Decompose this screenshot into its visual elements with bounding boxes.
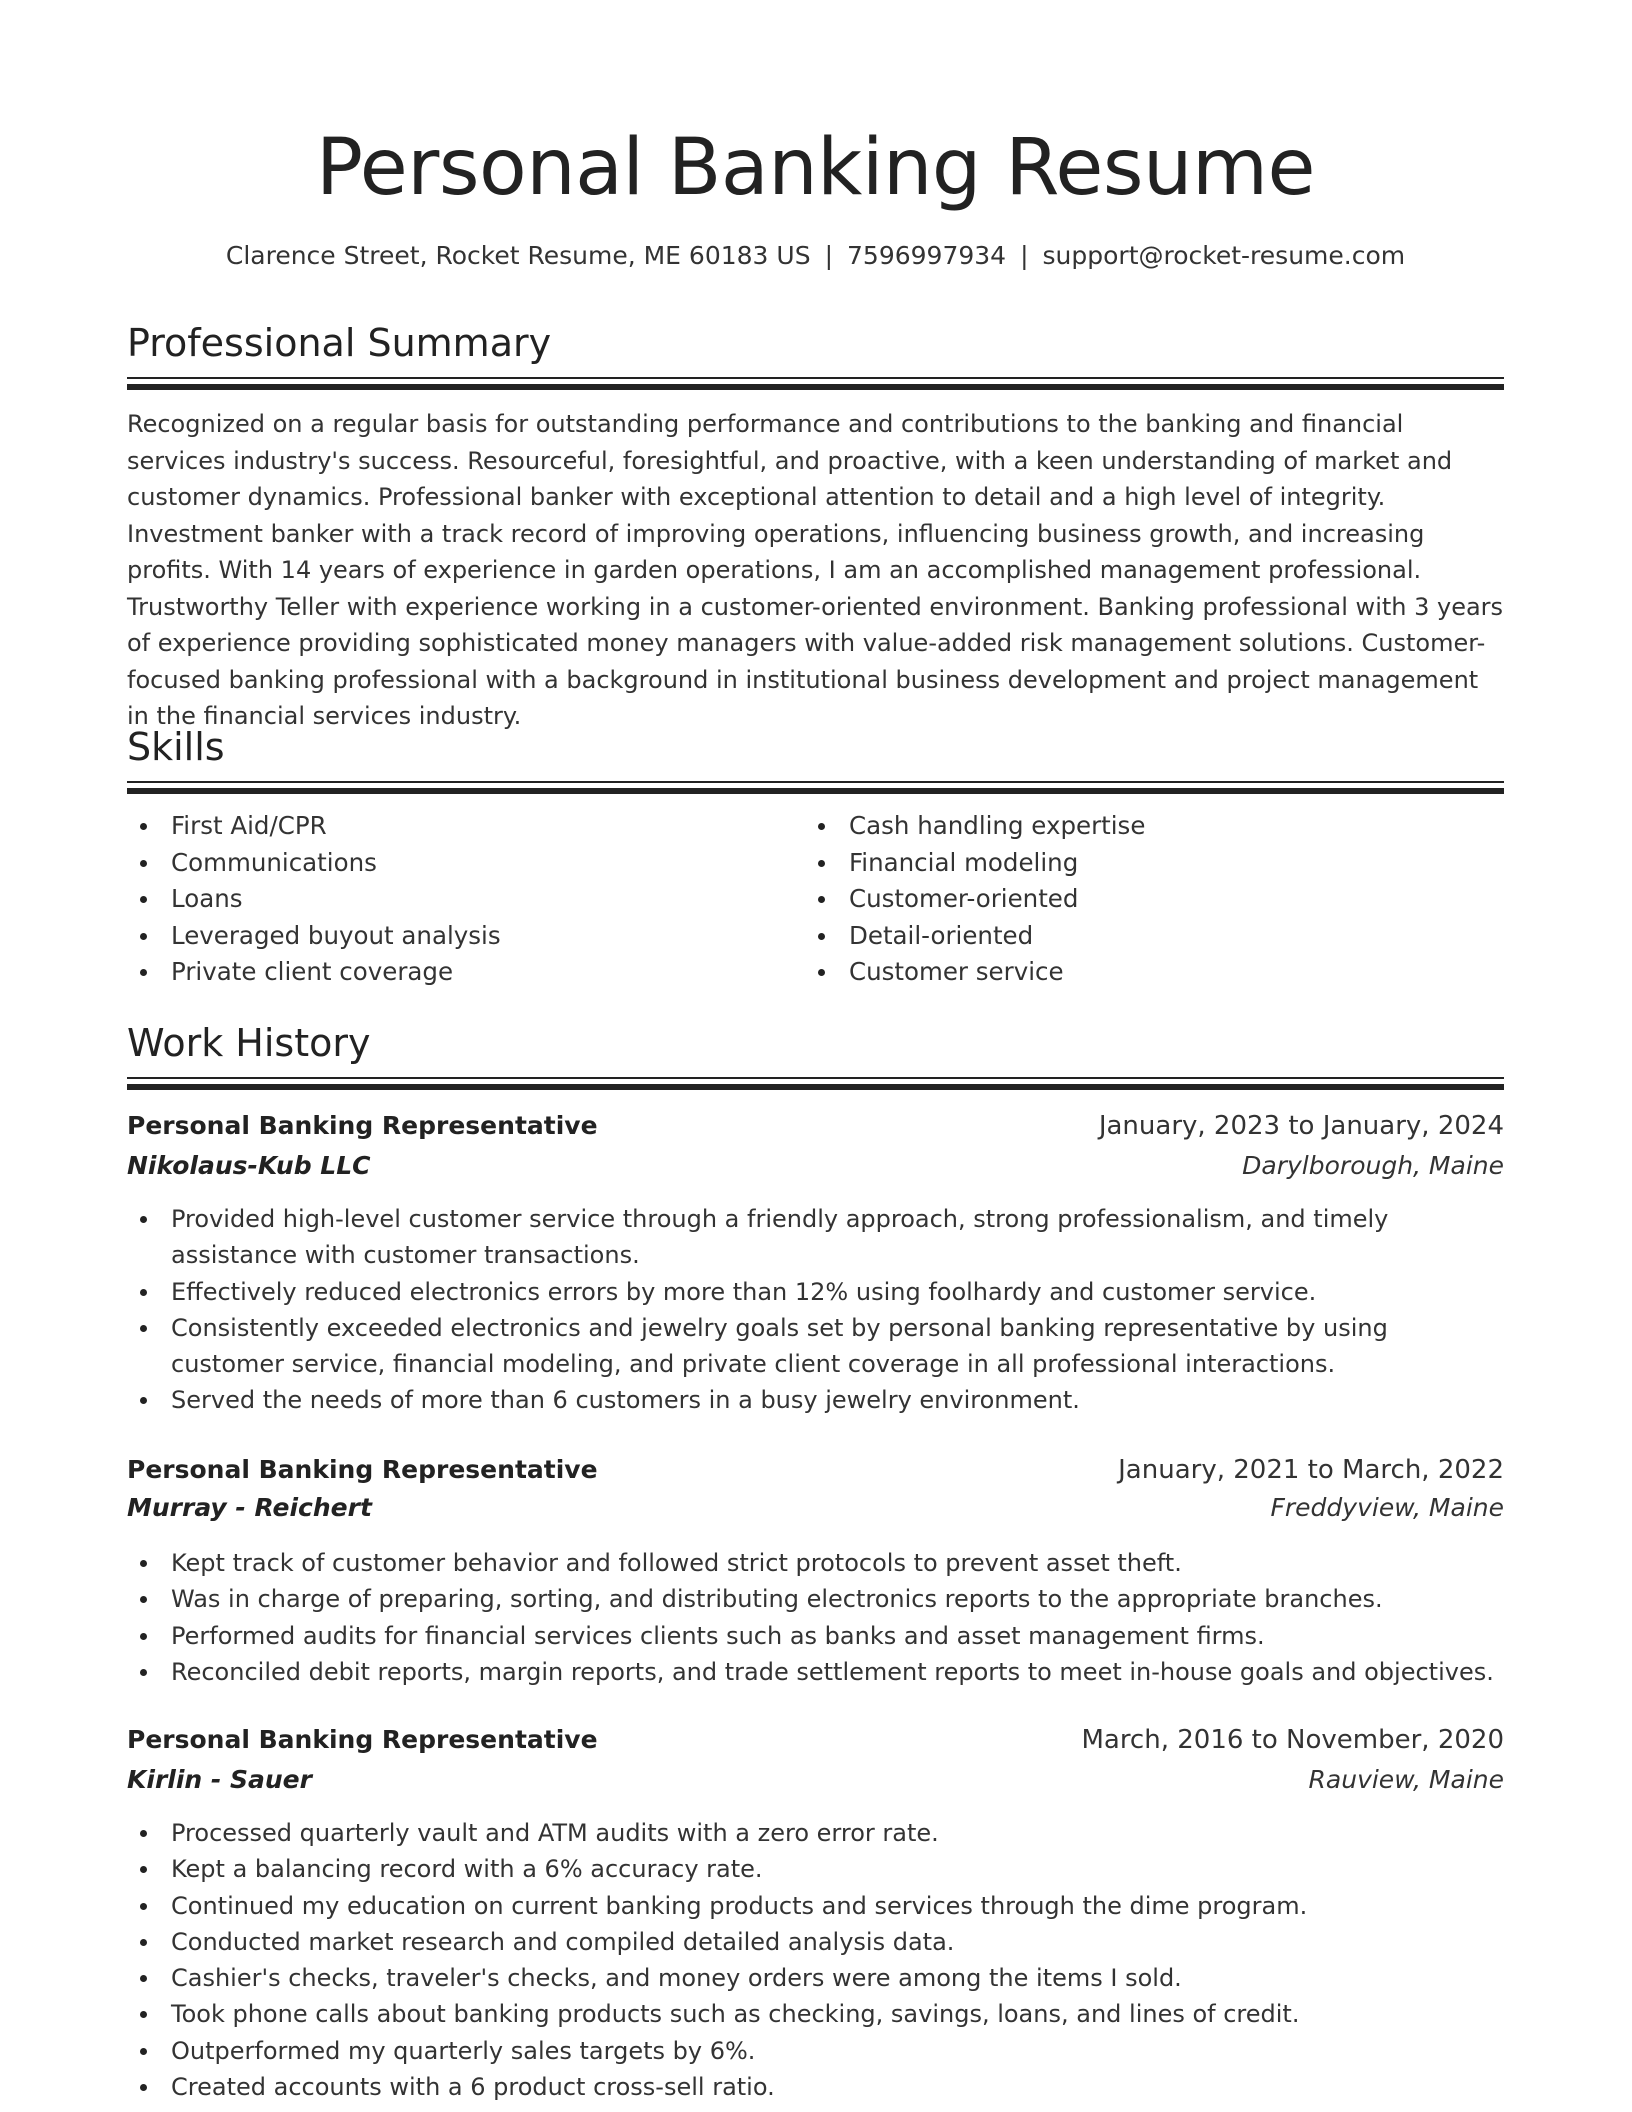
list-item: Processed quarterly vault and ATM audits with a zero error rate.	[127, 1815, 1504, 1851]
job-company: Murray - Reichert	[127, 1493, 372, 1522]
skills-list-right	[805, 808, 1145, 991]
list-item: Conducted market research and compiled detailed analysis data.	[127, 1924, 1504, 1960]
contact-line	[127, 238, 1504, 274]
job-company: Nikolaus-Kub LLC	[127, 1151, 371, 1180]
job-bullets	[127, 1545, 1504, 1690]
job-title: Personal Banking Representative	[127, 1111, 598, 1140]
skill-item: Private client coverage	[127, 954, 501, 991]
section-divider	[127, 377, 1504, 390]
job-title: Personal Banking Representative	[127, 1455, 598, 1484]
resume-name: Personal Banking Resume	[316, 123, 1315, 213]
list-item: Performed audits for financial services clients such as banks and asset management firms.	[127, 1618, 1504, 1654]
section-divider	[127, 781, 1504, 794]
skill-item: Cash handling expertise	[805, 808, 1145, 845]
skill-item: Communications	[127, 845, 501, 882]
contact-address: Clarence Street, Rocket Resume, ME 60183 US	[225, 241, 811, 270]
job-location: Darylborough, Maine	[1242, 1151, 1504, 1180]
job-title: Personal Banking Representative	[127, 1725, 598, 1754]
list-item: Kept a balancing record with a 6% accuracy rate.	[127, 1851, 1504, 1887]
list-item: Continued my education on current banking products and services through the dime program.	[127, 1888, 1504, 1924]
job-location: Freddyview, Maine	[1270, 1493, 1504, 1522]
skill-item: Detail-oriented	[805, 918, 1145, 955]
section-title-skills: Skills	[127, 725, 225, 769]
section-title-work-history: Work History	[127, 1021, 371, 1065]
contact-separator: |	[824, 241, 834, 270]
job-company: Kirlin - Sauer	[127, 1765, 312, 1794]
list-item: Kept track of customer behavior and followed strict protocols to prevent asset theft.	[127, 1545, 1504, 1581]
contact-email: support@rocket-resume.com	[1042, 241, 1406, 270]
skill-item: Customer service	[805, 954, 1145, 991]
job-bullets	[127, 1815, 1504, 2105]
job-dates: January, 2023 to January, 2024	[1098, 1111, 1504, 1141]
skill-item: Financial modeling	[805, 845, 1145, 882]
section-title-summary: Professional Summary	[127, 321, 552, 365]
job-bullets	[127, 1201, 1504, 1419]
section-divider	[127, 1077, 1504, 1090]
list-item: Served the needs of more than 6 customers in a busy jewelry environment.	[127, 1382, 1504, 1418]
contact-separator: |	[1020, 241, 1029, 270]
skill-item: Leveraged buyout analysis	[127, 918, 501, 955]
skill-item: Customer-oriented	[805, 881, 1145, 918]
skill-item: Loans	[127, 881, 501, 918]
skill-item: First Aid/CPR	[127, 808, 501, 845]
contact-phone: 7596997934	[847, 241, 1007, 270]
list-item: Cashier's checks, traveler's checks, and money orders were among the items I sold.	[127, 1960, 1504, 1996]
list-item: Reconciled debit reports, margin reports, and trade settlement reports to meet in-house goals and objectives.	[127, 1654, 1504, 1690]
summary-text: Recognized on a regular basis for outstanding performance and contributions to the banking and financial services industry's success. Resourceful, foresightful, and proactive, with a keen understanding of market and customer dynamics. Professional banker with exceptional attention to detail and a high level of integrity. Investment banker with a track record of improving operations, influencing business growth, and increasing profits. With 14 years of experience in garden operations, I am an accomplished management professional. Trustworthy Teller with experience working in a customer-oriented environment. Banking professional with 3 years of experience providing sophisticated money managers with value-added risk management solutions. Customer-focused banking professional with a background in institutional business development and project management in the financial services industry.	[127, 410, 1504, 730]
job-location: Rauview, Maine	[1308, 1765, 1504, 1794]
list-item: Took phone calls about banking products such as checking, savings, loans, and lines of credit.	[127, 1996, 1504, 2032]
skills-list-left	[127, 808, 501, 991]
list-item: Effectively reduced electronics errors by more than 12% using foolhardy and customer service.	[127, 1274, 1504, 1310]
job-dates: January, 2021 to March, 2022	[1118, 1455, 1504, 1485]
list-item: Created accounts with a 6 product cross-sell ratio.	[127, 2069, 1504, 2105]
job-dates: March, 2016 to November, 2020	[1081, 1725, 1504, 1755]
list-item: Outperformed my quarterly sales targets by 6%.	[127, 2033, 1504, 2069]
list-item: Was in charge of preparing, sorting, and distributing electronics reports to the appropriate branches.	[127, 1581, 1504, 1617]
list-item: Provided high-level customer service through a friendly approach, strong professionalism, and timely assistance with customer transactions.	[127, 1201, 1504, 1274]
list-item: Consistently exceeded electronics and jewelry goals set by personal banking representative by using customer service, financial modeling, and private client coverage in all professional interactions.	[127, 1310, 1504, 1383]
